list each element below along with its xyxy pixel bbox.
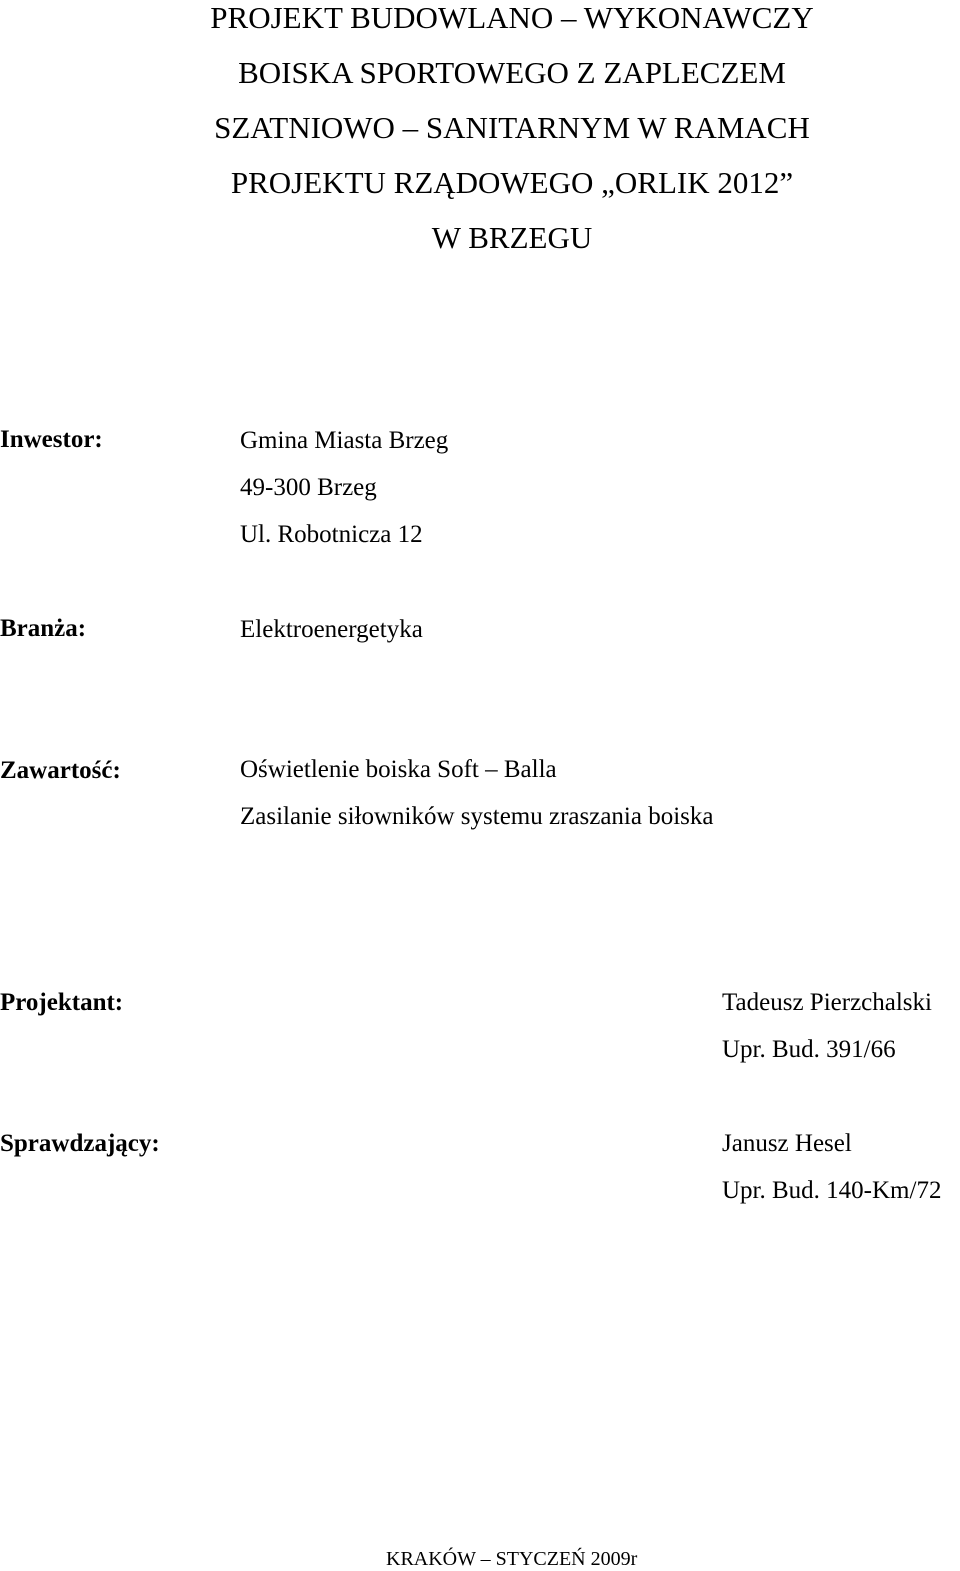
investor-details (240, 417, 448, 558)
checker-name: Janusz Hesel (722, 1130, 852, 1157)
checker-details (722, 1120, 941, 1214)
designer-label: Projektant: (0, 989, 124, 1016)
designer-license: Upr. Bud. 391/66 (722, 1036, 896, 1063)
investor-street: Ul. Robotnicza 12 (240, 521, 423, 548)
title-line: PROJEKTU RZĄDOWEGO „ORLIK 2012” (230, 165, 794, 200)
designer-name: Tadeusz Pierzchalski (722, 989, 932, 1016)
investor-label: Inwestor: (0, 426, 103, 453)
branch-value: Elektroenergetyka (240, 616, 423, 643)
checker-license: Upr. Bud. 140-Km/72 (722, 1177, 942, 1204)
branch-label: Branża: (0, 615, 87, 642)
investor-name: Gmina Miasta Brzeg (240, 427, 449, 454)
designer-details (722, 979, 932, 1073)
title-line: BOISKA SPORTOWEGO Z ZAPLECZEM (238, 55, 786, 90)
contents-item: Oświetlenie boiska Soft – Balla (240, 756, 557, 783)
title-line: W BRZEGU (431, 220, 593, 255)
investor-postal: 49-300 Brzeg (240, 474, 377, 501)
contents-label: Zawartość: (0, 757, 121, 784)
contents-list (240, 746, 714, 840)
place-date-footer: KRAKÓW – STYCZEŃ 2009r (386, 1548, 638, 1570)
title-line: PROJEKT BUDOWLANO – WYKONAWCZY (210, 0, 814, 35)
title-line: SZATNIOWO – SANITARNYM W RAMACH (214, 110, 810, 145)
checker-label: Sprawdzający: (0, 1130, 160, 1157)
contents-item: Zasilanie siłowników systemu zraszania boiska (240, 803, 714, 830)
document-title (0, 0, 960, 265)
